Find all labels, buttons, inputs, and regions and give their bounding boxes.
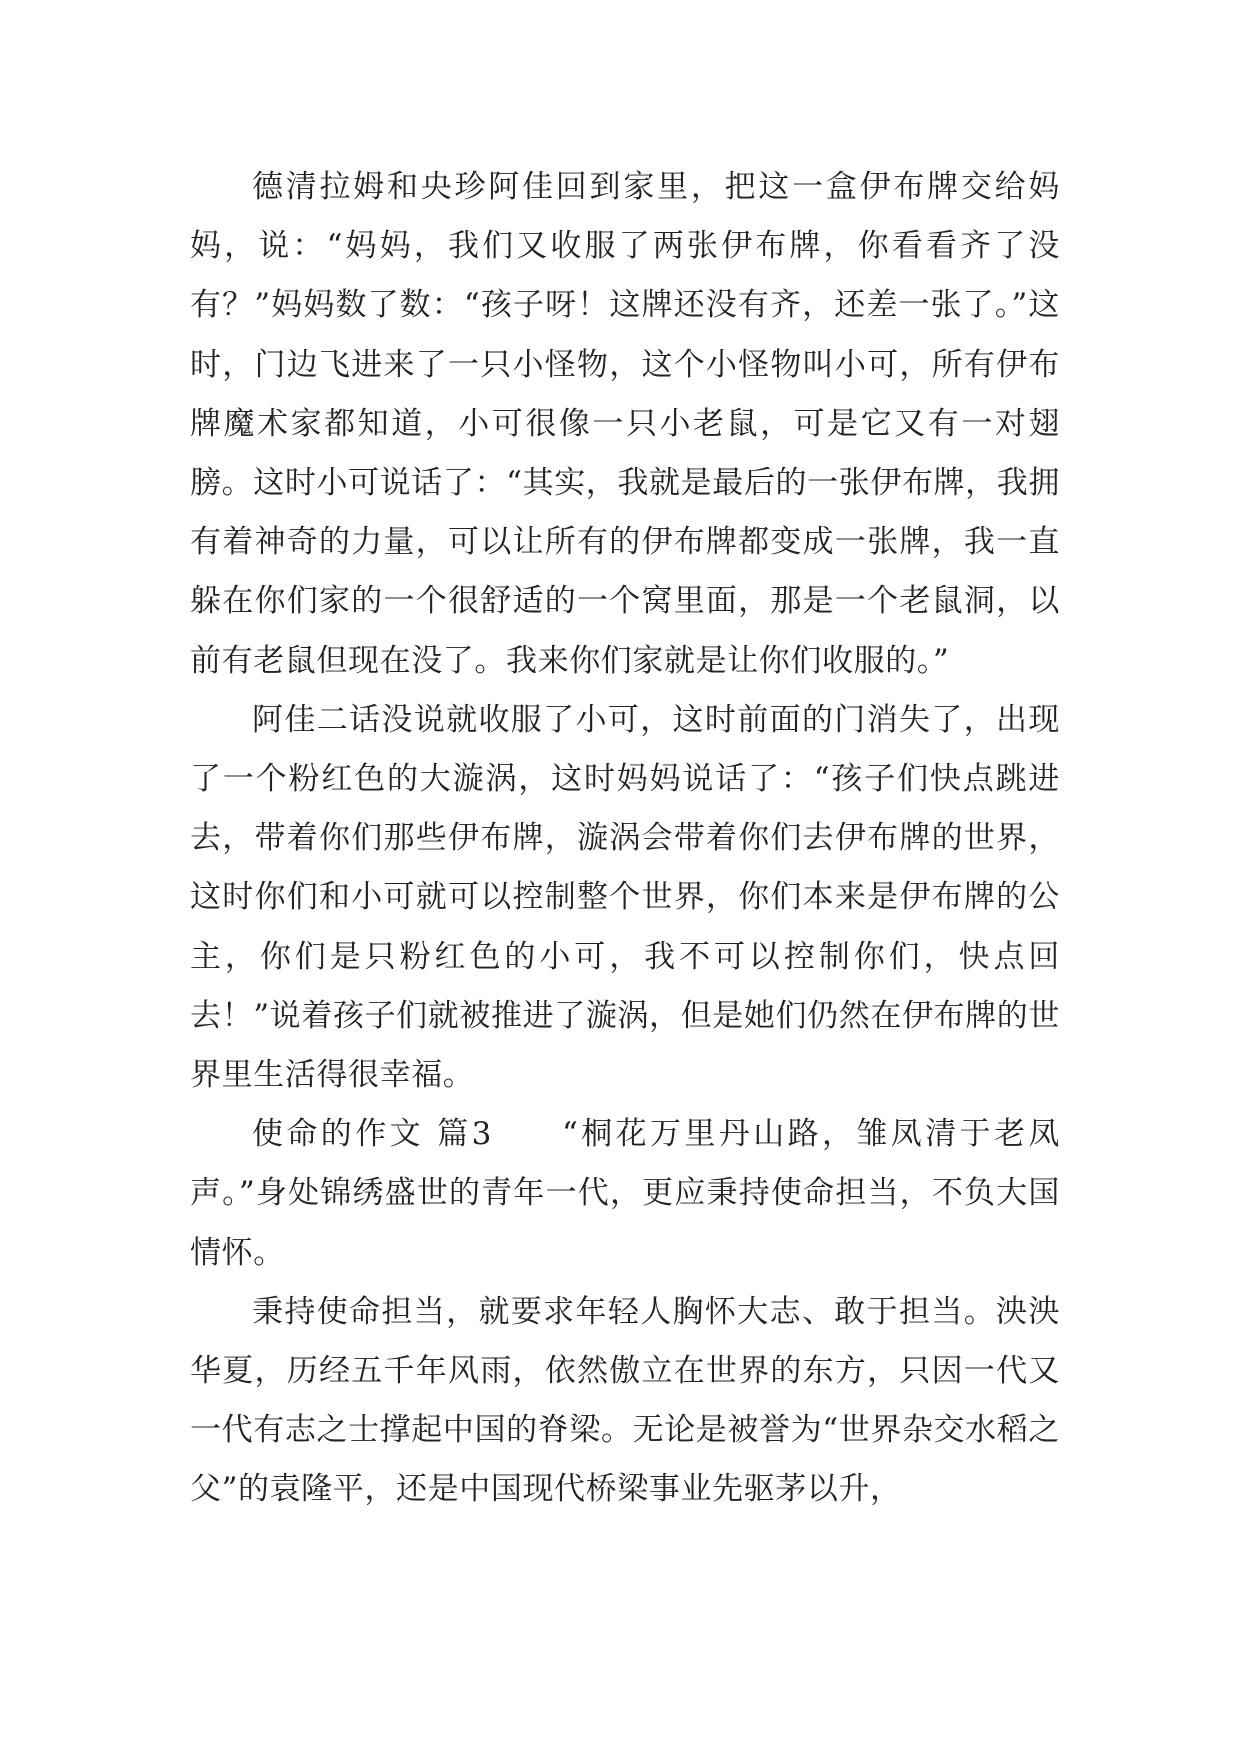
paragraph-2: 阿佳二话没说就收服了小可，这时前面的门消失了，出现了一个粉红色的大漩涡，这时妈妈说话了：“孩子们快点跳进去，带着你们那些伊布牌，漩涡会带着你们去伊布牌的世界，这时你们和小可就可以控制整个世界，你们本来是伊布牌的公主，你们是只粉红色的小可，我不可以控制你们，快点回去！”说着孩子们就被推进了漩涡，但是她们仍然在伊布牌的世界里生活得很幸福。	[190, 701, 1060, 1094]
paragraph-1: 德清拉姆和央珍阿佳回到家里，把这一盒伊布牌交给妈妈，说：“妈妈，我们又收服了两张伊布牌，你看看齐了没有？”妈妈数了数：“孩子呀！这牌还没有齐，还差一张了。”这时，门边飞进来了一只小怪物，这个小怪物叫小可，所有伊布牌魔术家都知道，小可很像一只小老鼠，可是它又有一对翅膀。这时小可说话了：“其实，我就是最后的一张伊布牌，我拥有着神奇的力量，可以让所有的伊布牌都变成一张牌，我一直躲在你们家的一个很舒适的一个窝里面，那是一个老鼠洞，以前有老鼠但现在没了。我来你们家就是让你们收服的。”	[190, 169, 1060, 679]
section-heading: 使命的作文 篇3	[252, 1116, 492, 1153]
paragraph-3: 秉持使命担当，就要求年轻人胸怀大志、敢于担当。泱泱华夏，历经五千年风雨，依然傲立在世界的东方，只因一代又一代有志之士撑起中国的脊梁。无论是被誉为“世界杂交水稻之父”的袁隆平，还是中国现代桥梁事业先驱茅以升，	[190, 1293, 1060, 1508]
section-intro	[190, 1105, 1060, 1283]
section-first-text: “桐花万里丹山路，雏凤清于老凤声。”身处锦绣盛世的青年一代，更应秉持使命担当，不负大国情怀。	[190, 1116, 1060, 1271]
document-page	[190, 158, 1060, 1520]
